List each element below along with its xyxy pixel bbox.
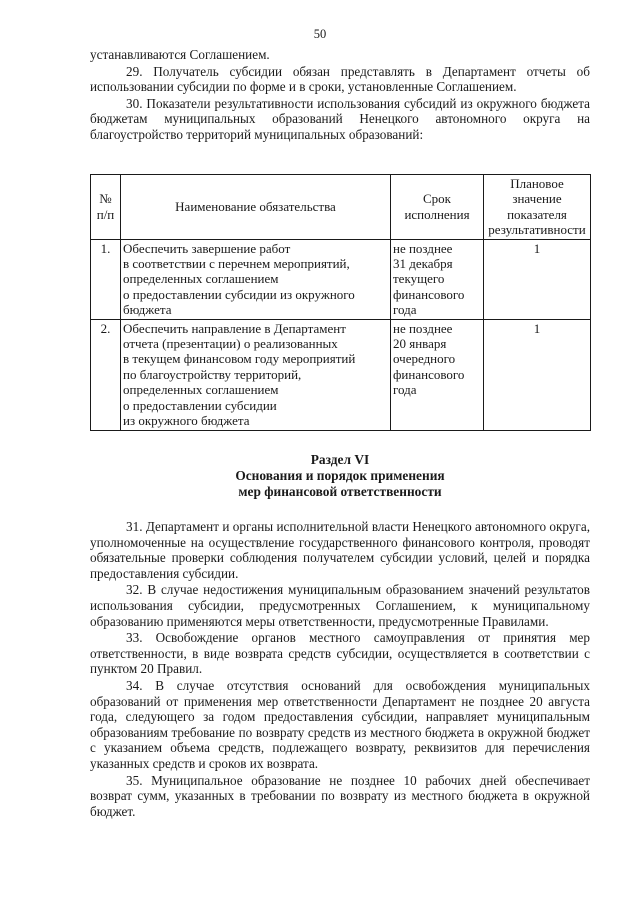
paragraph-29: 29. Получатель субсидии обязан представлять в Департамент отчеты об использовании субсидии по форме и в сроки, установленные Соглашением. <box>90 63 590 95</box>
paragraph-31: 31. Департамент и органы исполнительной власти Ненецкого автономного округа, уполномоченные на осуществление государственного финансового контроля, проводят обязательные проверки соблюдения получателем субсидии условий, целей и порядка предоставления субсидии. <box>90 519 590 581</box>
row-term: не позднее 20 января очередного финансового года <box>391 319 484 430</box>
row-plan-value: 1 <box>484 239 591 319</box>
section-title-line: Основания и порядок применения <box>235 468 445 483</box>
paragraph-continuation: устанавливаются Соглашением. <box>90 47 270 62</box>
row-plan-value: 1 <box>484 319 591 430</box>
intro-block <box>90 47 590 144</box>
row-number: 1. <box>91 239 121 319</box>
header-number: № п/п <box>91 175 121 240</box>
paragraph-32: 32. В случае недостижения муниципальным образованием значений результатов использования субсидии, предусмотренных Соглашением, к муниципальному образованию применяются меры ответственности, предусмотренные Правилами. <box>90 582 590 629</box>
table-row <box>91 239 591 319</box>
row-number: 2. <box>91 319 121 430</box>
paragraph-35: 35. Муниципальное образование не позднее 10 рабочих дней обеспечивает возврат сумм, указанных в требовании по возврату из местного бюджета в окружной бюджет. <box>90 772 590 819</box>
paragraph-34: 34. В случае отсутствия оснований для освобождения муниципальных образований от применения мер ответственности Департамент не позднее 20 августа года, следующего за годом предоставления субсидии, направляет муниципальным образованиям требование по возврату средств из местного бюджета в окружной бюджет с указанием объема средств, подлежащего возврату, реквизитов для перечисления указанных средств и сроков их возврата. <box>90 677 590 771</box>
header-plan-value: Плановое значение показателя результативности <box>484 175 591 240</box>
section-body <box>90 519 590 820</box>
row-term: не позднее 31 декабря текущего финансового года <box>391 239 484 319</box>
header-obligation-name: Наименование обязательства <box>121 175 391 240</box>
section-heading <box>90 452 590 500</box>
paragraph-33: 33. Освобождение органов местного самоуправления от принятия мер ответственности, в виде возврата средств субсидии, осуществляется в соответствии с пунктом 20 Правил. <box>90 630 590 677</box>
table-row <box>91 319 591 430</box>
obligations-table <box>90 174 591 431</box>
page-number: 50 <box>313 27 327 41</box>
paragraph-30: 30. Показатели результативности использования субсидий из окружного бюджета бюджетам муниципальных образований Ненецкого автономного округа на благоустройство территорий муниципальных образований: <box>90 95 590 142</box>
section-title-line: мер финансовой ответственности <box>238 484 442 499</box>
table-header-row <box>91 175 591 240</box>
header-term: Срок исполнения <box>391 175 484 240</box>
row-obligation: Обеспечить направление в Департамент отчета (презентации) о реализованных в текущем финансовом году мероприятий по благоустройству территорий, определенных соглашением о предоставлении субсидии из окружного бюджета <box>121 319 391 430</box>
section-number: Раздел VI <box>310 452 370 467</box>
row-obligation: Обеспечить завершение работ в соответствии с перечнем мероприятий, определенных соглашением о предоставлении субсидии из окружного бюджета <box>121 239 391 319</box>
